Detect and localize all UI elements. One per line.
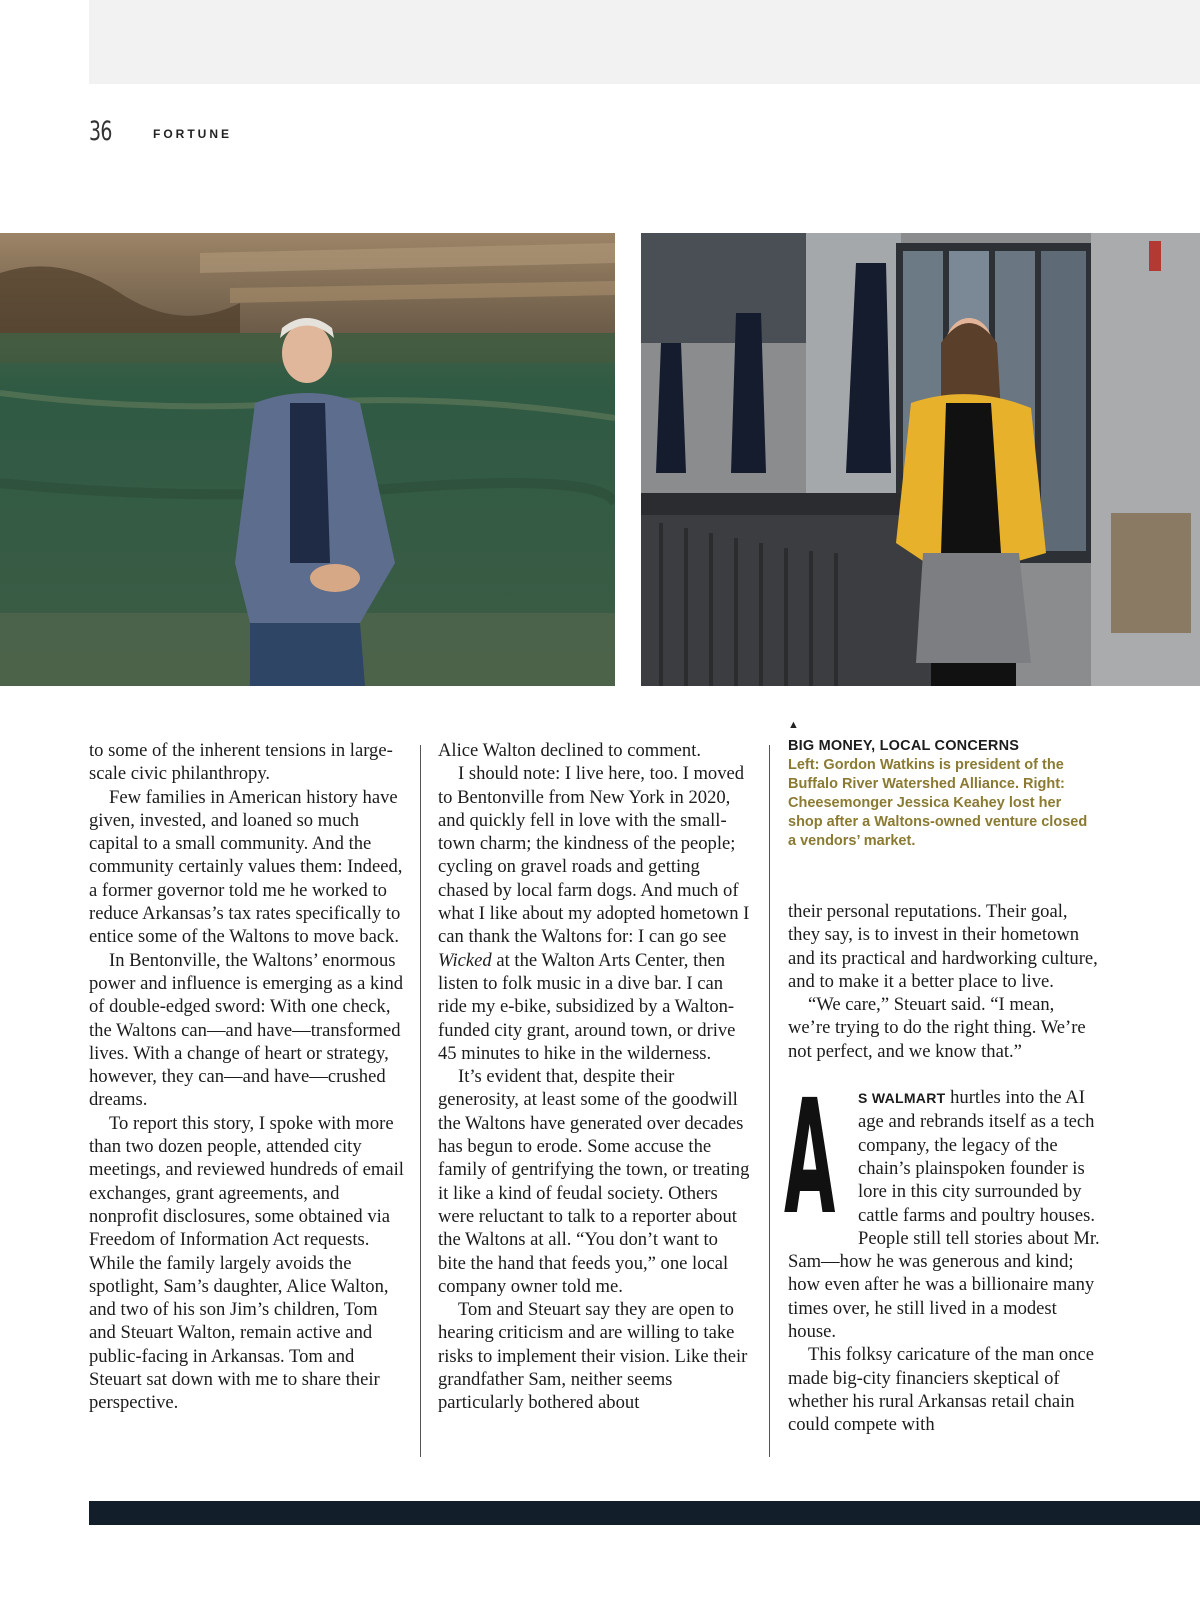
photo-jessica-keahey (641, 233, 1200, 686)
column-divider (420, 745, 421, 1457)
article-column-1 (89, 739, 407, 1415)
footer-bar (89, 1501, 1200, 1525)
column-divider (769, 745, 770, 1457)
drop-cap: A (784, 1066, 836, 1251)
magazine-name: FORTUNE (153, 127, 232, 141)
article-column-2 (438, 739, 750, 1415)
paragraph: I should note: I live here, too. I moved to Bentonville from New York in 2020, and quickly fell in love with the small-town charm; the kindness of the people; cycling on gravel roads and getting chased by local farm dogs. And much of what I like about my adopted hometown I can thank the Waltons for: I can go see Wicked at the Walton Arts Center, then listen to folk music in a dive bar. I can ride my e-bike, subsidized by a Walton-funded city grant, around town, or drive 45 minutes to hike in the wilderness. (438, 763, 750, 1064)
section-opening (784, 1066, 1100, 1343)
photo-gordon-watkins (0, 233, 615, 686)
photo-caption (788, 719, 1088, 851)
top-band (89, 0, 1200, 84)
paragraph: to some of the inherent tensions in large-scale civic philanthropy. (89, 740, 393, 785)
paragraph: To report this story, I spoke with more than two dozen people, attended city meetings, and reviewed hundreds of email exchanges, grant agreements, and nonprofit disclosures, some obtained via Freedom of Information Act requests. While the family largely avoids the spotlight, Sam’s daughter, Alice Walton, and two of his son Jim’s children, Tom and Steuart Walton, remain active and public-facing in Arkansas. Tom and Steuart sat down with me to share their perspective. (89, 1112, 404, 1414)
paragraph: Few families in American history have given, invested, and loaned so much capital to a small community. And the community certainly values them: Indeed, a former governor told me he worked to reduce Arkansas’s tax rates specifically to entice some of the Waltons to move back. (89, 786, 403, 948)
caption-title: BIG MONEY, LOCAL CONCERNS (788, 738, 1020, 754)
paragraph: This folksy caricature of the man once made big-city financiers skeptical of whether his rural Arkansas retail chain could compete with (788, 1344, 1095, 1436)
lead-in: S WALMART (858, 1090, 946, 1107)
paragraph: their personal reputations. Their goal, they say, is to invest in their hometown and its practical and hardworking culture, and to make it a better place to live. (788, 901, 1098, 992)
paragraph: It’s evident that, despite their generosity, at least some of the goodwill the Waltons have generated over decades has begun to erode. Some accuse the family of gentrifying the town, or treating it like a kind of feudal society. Others were reluctant to talk to a reporter about the Waltons at all. “You don’t want to bite the hand that feeds you,” one local company owner told me. (438, 1066, 750, 1297)
caption-body: Left: Gordon Watkins is president of the Buffalo River Watershed Alliance. Right: Cheesemonger Jessica Keahey lost her shop after a Waltons-owned venture closed a vendors’ market. (788, 757, 1088, 849)
caption-marker: ▲ (788, 719, 799, 731)
paragraph: S WALMART hurtles into the AI age and rebrands itself as a tech company, the legacy of the chain’s plainspoken founder is lore in this city surrounded by cattle farms and poultry houses. People still tell stories about Mr. Sam—how he was generous and kind; how even after he was a billionaire many times over, he still lived in a modest house. (788, 1087, 1100, 1343)
paragraph: “We care,” Steuart said. “I mean, we’re trying to do the right thing. We’re not perfect, and we know that.” (788, 994, 1086, 1062)
paragraph: Alice Walton declined to comment. (438, 740, 702, 761)
article-column-3 (784, 900, 1100, 1437)
paragraph: Tom and Steuart say they are open to hearing criticism and are willing to take risks to implement their vision. Like their grandfather Sam, neither seems particularly bothered about (438, 1299, 748, 1414)
italic-title: Wicked (438, 949, 492, 971)
paragraph: In Bentonville, the Waltons’ enormous power and influence is emerging as a kind of double-edged sword: With one check, the Waltons can—and have—transformed lives. With a change of heart or strategy, however, they can—and have—crushed dreams. (89, 949, 404, 1111)
page-number: 36 (89, 116, 112, 147)
